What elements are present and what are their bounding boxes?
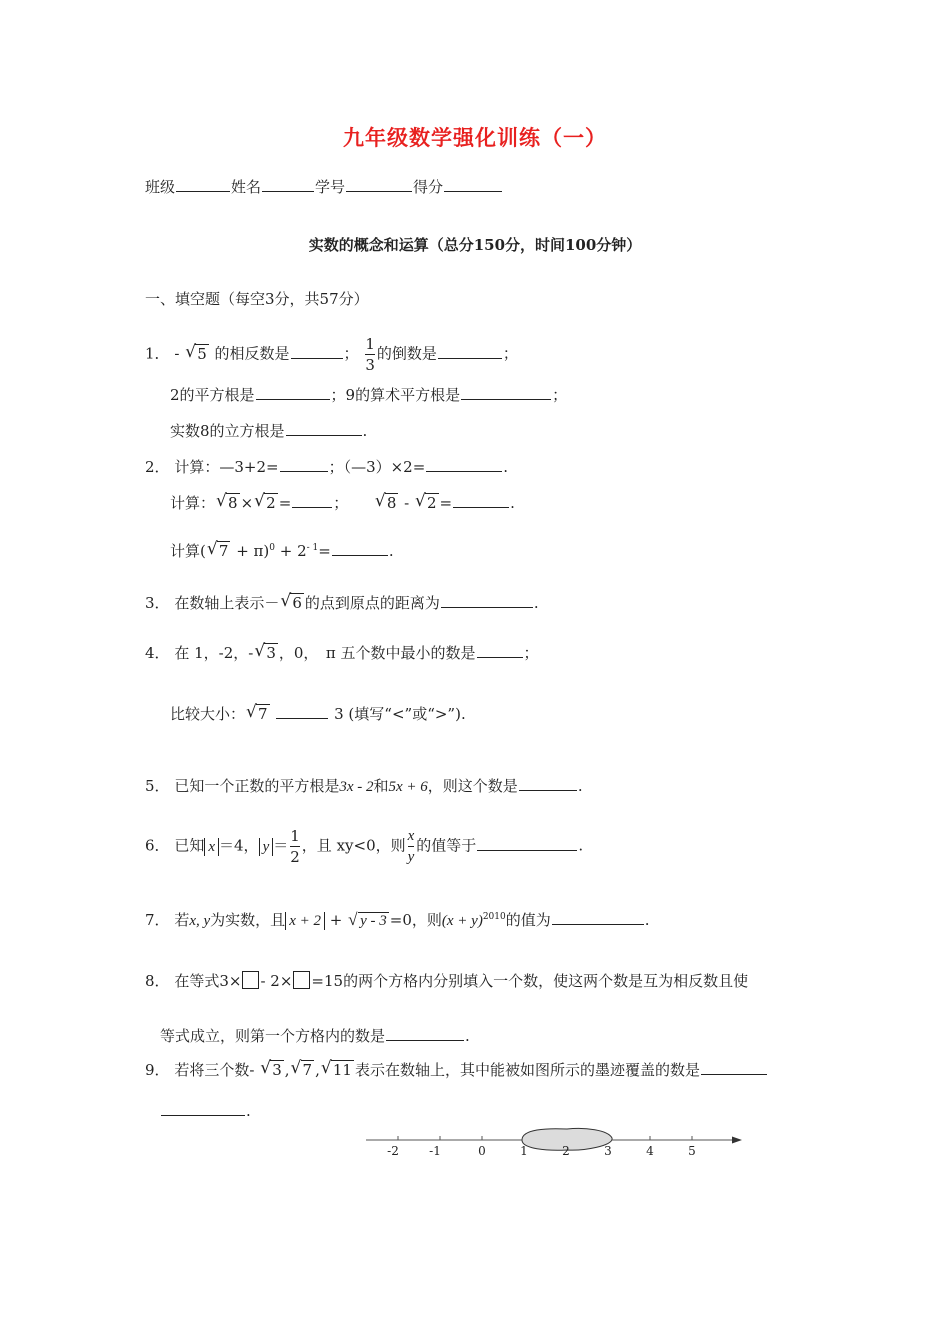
question-7 xyxy=(145,909,650,930)
q9-text: 若将三个数 xyxy=(174,1061,250,1079)
tick-label: 0 xyxy=(478,1144,486,1158)
question-number: 8． xyxy=(145,972,170,990)
q2-text: 计算：—3+2= xyxy=(174,458,279,476)
q6-text: ＝4， xyxy=(219,836,259,855)
question-1-line-1 xyxy=(145,334,518,375)
sqrt-8 xyxy=(375,494,399,512)
question-4-line-2 xyxy=(170,703,466,724)
answer-blank[interactable] xyxy=(332,554,388,556)
period: . xyxy=(362,422,368,440)
comma: , xyxy=(284,1061,290,1079)
question-3 xyxy=(145,592,539,613)
equals-sign: = xyxy=(278,494,292,512)
question-number: 1． xyxy=(145,344,170,363)
class-blank[interactable] xyxy=(176,190,230,192)
expression: 3x - 2 xyxy=(339,779,374,795)
question-number: 6． xyxy=(145,836,170,855)
answer-blank[interactable] xyxy=(286,434,362,436)
question-2-line-3: 计算(√ $7 + \pi)^0 + 2^{- 1}=$ . xyxy=(170,540,394,561)
q4-text: 比较大小： xyxy=(170,705,246,723)
class-label: 班级 xyxy=(145,178,176,196)
question-9-line-1 xyxy=(145,1059,768,1080)
q7-text: 的值为 xyxy=(505,911,551,929)
minus-sign: - xyxy=(399,494,414,512)
radicand: 7 xyxy=(218,542,229,560)
question-6 xyxy=(145,826,583,867)
question-2-line-2 xyxy=(170,492,515,513)
period: . xyxy=(644,911,650,929)
sqrt-8 xyxy=(216,494,240,512)
q2-text: ；（—3）×2= xyxy=(328,458,426,476)
page-title: 九年级数学强化训练（一） xyxy=(343,125,607,150)
tick-label: 4 xyxy=(646,1144,654,1158)
q5-text: 已知一个正数的平方根是 xyxy=(174,777,340,795)
number-line-figure xyxy=(360,1120,750,1164)
separator: ； xyxy=(502,344,518,363)
answer-blank[interactable] xyxy=(441,606,533,608)
tick-label: -1 xyxy=(429,1144,441,1158)
radicand: 6 xyxy=(292,594,302,612)
numerator: x xyxy=(408,826,415,847)
answer-blank[interactable] xyxy=(292,506,332,508)
radicand: 3 xyxy=(272,1061,282,1079)
q1-text: ；9的算术平方根是 xyxy=(330,386,461,404)
question-9-line-2 xyxy=(160,1102,251,1120)
radicand: 8 xyxy=(386,494,397,512)
q3-text: 的点到原点的距离为 xyxy=(304,594,440,612)
q6-text: ，且 xy<0，则 xyxy=(301,836,406,855)
answer-blank[interactable] xyxy=(552,923,644,925)
abs-expression: x + 2 xyxy=(285,912,325,930)
question-number: 7． xyxy=(145,911,170,929)
q8-text: 的两个方格内分别填入一个数，使这两个数是互为相反数且使 xyxy=(343,972,749,990)
fraction-1-3 xyxy=(365,334,375,375)
radicand: 7 xyxy=(258,705,268,723)
name-blank[interactable] xyxy=(262,190,314,192)
sqrt-6 xyxy=(280,594,304,612)
denominator: y xyxy=(407,849,415,865)
numerator: 1 xyxy=(365,335,375,353)
denominator: 3 xyxy=(365,356,375,374)
expression: - 2× xyxy=(260,972,293,990)
question-4-line-1 xyxy=(145,642,539,663)
plus-pi: + π) xyxy=(236,542,270,560)
id-blank[interactable] xyxy=(346,190,412,192)
score-blank[interactable] xyxy=(444,190,502,192)
question-number: 2． xyxy=(145,458,170,476)
q1-text: 的倒数是 xyxy=(376,344,437,363)
tick-label: -2 xyxy=(387,1144,399,1158)
period: . xyxy=(503,458,509,476)
abs-x: x xyxy=(204,838,219,856)
variables: x, y xyxy=(189,913,211,929)
q2-text: 计算： xyxy=(170,494,216,512)
tick-label: 2 xyxy=(562,1144,570,1158)
sqrt-2 xyxy=(254,494,278,512)
answer-blank[interactable] xyxy=(291,357,343,359)
q7-text: 若 xyxy=(174,911,190,929)
sqrt-3 xyxy=(254,644,278,662)
equals-sign: = xyxy=(318,542,331,560)
answer-blank[interactable] xyxy=(701,1073,767,1075)
q2-text: 计算 xyxy=(170,542,201,560)
q7-text: 为实数，且 xyxy=(210,911,286,929)
student-info-line xyxy=(145,176,503,197)
period: . xyxy=(577,777,583,795)
separator: ； xyxy=(343,344,359,363)
sqrt-3 xyxy=(260,1061,284,1079)
equals-sign: = xyxy=(439,494,453,512)
q6-text: 已知 xyxy=(174,836,205,855)
question-8-line-1 xyxy=(145,970,748,991)
answer-blank[interactable] xyxy=(477,656,523,658)
radicand: 3 xyxy=(266,644,276,662)
radicand: 2 xyxy=(427,494,437,512)
period: . xyxy=(510,494,515,512)
comma: , xyxy=(315,1061,320,1079)
answer-blank[interactable] xyxy=(438,357,502,359)
sqrt-7 xyxy=(207,542,231,560)
answer-blank[interactable] xyxy=(426,470,502,472)
question-number: 3． xyxy=(145,594,170,612)
radicand: 5 xyxy=(197,344,207,363)
question-2-line-1 xyxy=(145,456,508,477)
expression: 3× xyxy=(219,972,242,990)
q9-text: 表示在数轴上，其中能被如图所示的墨迹覆盖的数是 xyxy=(354,1061,700,1079)
question-8-line-2 xyxy=(160,1025,470,1046)
sqrt-7 xyxy=(291,1061,315,1079)
sqrt-11 xyxy=(321,1061,354,1079)
minus-sign: - xyxy=(249,1061,255,1079)
second-box[interactable] xyxy=(293,971,310,989)
section-subtitle: 实数的概念和运算（总分150分，时间100分钟） xyxy=(308,236,642,254)
sqrt-2 xyxy=(415,494,439,512)
radicand: y - 3 xyxy=(360,913,387,929)
radicand: 2 xyxy=(266,494,276,512)
q4-text: 3 (填写“<”或“>”). xyxy=(334,705,466,723)
tick-label: 3 xyxy=(604,1144,612,1158)
q4-text: 在 1，-2，- xyxy=(174,644,254,662)
answer-blank[interactable] xyxy=(519,789,577,791)
times-sign: × xyxy=(240,494,254,512)
answer-blank[interactable] xyxy=(280,470,328,472)
q8-text: 在等式 xyxy=(174,972,220,990)
answer-blank[interactable] xyxy=(161,1114,245,1116)
plus-two: + 2 xyxy=(274,542,307,560)
q7-text: =0，则 xyxy=(389,911,442,929)
abs-y: y xyxy=(259,838,274,856)
q1-text: 2的平方根是 xyxy=(170,386,255,404)
score-label: 得分 xyxy=(413,178,444,196)
separator: ； xyxy=(333,494,349,512)
period: . xyxy=(388,542,394,560)
axis-arrow-icon xyxy=(732,1137,742,1144)
minus-sign: - xyxy=(174,344,180,363)
sqrt-y-minus-3 xyxy=(348,913,389,930)
exponent: - 1 xyxy=(306,543,319,553)
exponent: 2010 xyxy=(482,912,506,922)
question-number: 9． xyxy=(145,1061,170,1079)
q5-text: ，则这个数是 xyxy=(427,777,518,795)
expression: 5x + 6 xyxy=(388,779,428,795)
name-label: 姓名 xyxy=(231,178,262,196)
tick-label: 1 xyxy=(520,1144,528,1158)
numerator: 1 xyxy=(290,827,300,845)
radicand: 11 xyxy=(332,1061,352,1079)
denominator: 2 xyxy=(290,848,300,866)
answer-blank[interactable] xyxy=(386,1039,464,1041)
q5-text: 和 xyxy=(373,777,389,795)
answer-blank[interactable] xyxy=(477,849,577,851)
question-number: 5． xyxy=(145,777,170,795)
q1-text: 实数8的立方根是 xyxy=(170,422,285,440)
fraction-x-y xyxy=(408,826,415,867)
period: . xyxy=(465,1027,470,1045)
question-number: 4． xyxy=(145,644,170,662)
separator: ； xyxy=(523,644,539,662)
expression: =15 xyxy=(311,972,344,990)
answer-blank[interactable] xyxy=(256,398,330,400)
question-1-line-2 xyxy=(170,384,567,405)
radicand: 7 xyxy=(302,1061,313,1079)
tick-label: 5 xyxy=(688,1144,696,1158)
answer-blank[interactable] xyxy=(276,717,328,719)
separator: ； xyxy=(552,386,568,404)
q6-text: 的值等于 xyxy=(416,836,477,855)
sqrt-5 xyxy=(185,345,209,363)
sqrt-7 xyxy=(246,705,270,723)
equals-sign: ＝ xyxy=(273,836,289,855)
period: . xyxy=(246,1102,251,1120)
period: . xyxy=(533,594,539,612)
answer-blank[interactable] xyxy=(461,398,551,400)
exponent: 0 xyxy=(269,543,275,553)
fraction-1-2 xyxy=(290,826,300,867)
question-5 xyxy=(145,775,583,796)
period: . xyxy=(578,836,584,855)
answer-blank[interactable] xyxy=(453,506,509,508)
radicand: 8 xyxy=(228,494,238,512)
section-heading: 一、填空题（每空3分，共57分） xyxy=(145,290,369,308)
q1-text: 的相反数是 xyxy=(214,344,290,363)
q3-text: 在数轴上表示－ xyxy=(174,594,280,612)
q8-text: 等式成立，则第一个方格内的数是 xyxy=(160,1027,386,1045)
plus-sign: + xyxy=(329,911,343,929)
id-label: 学号 xyxy=(315,178,346,196)
q4-text: ，0， π 五个数中最小的数是 xyxy=(278,644,476,662)
power-base: (x + y) xyxy=(441,913,483,929)
first-box[interactable] xyxy=(242,971,259,989)
question-1-line-3 xyxy=(170,420,367,441)
